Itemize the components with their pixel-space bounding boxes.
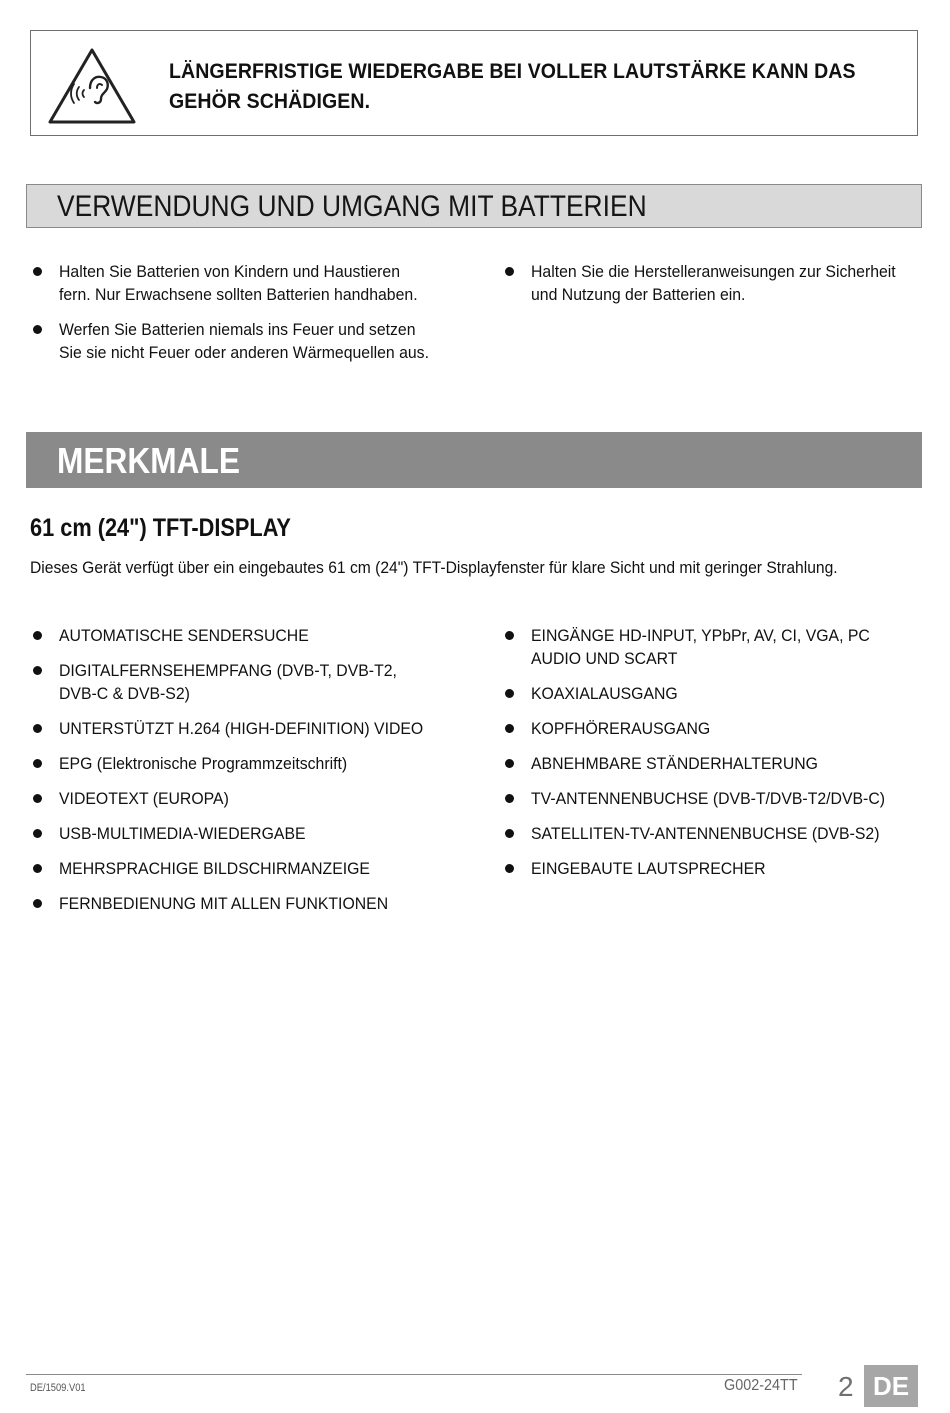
bullet-icon [505,267,514,276]
bullet-icon [33,724,42,733]
list-item-text: UNTERSTÜTZT H.264 (HIGH-DEFINITION) VIDEO [59,719,424,738]
list-item [30,659,470,705]
list-item-text: USB-MULTIMEDIA-WIEDERGABE [59,824,306,843]
hearing-warning-box [30,30,918,136]
language-badge: DE [864,1365,918,1407]
list-item-text: KOPFHÖRERAUSGANG [531,719,711,738]
battery-list-left [30,260,460,376]
list-item-text: Halten Sie die Herstelleranweisungen zur Sicherheit und Nutzung der Batterien ein. [531,262,896,304]
list-item-text: ABNEHMBARE STÄNDERHALTERUNG [531,754,818,773]
warning-line-2: GEHÖR SCHÄDIGEN. [169,90,371,113]
list-item [30,260,460,306]
model-number: G002-24TT [724,1377,798,1394]
batteries-section-header [26,184,922,228]
list-item [502,857,922,880]
list-item [30,857,470,880]
bullet-icon [505,724,514,733]
list-item [30,752,470,775]
bullet-icon [505,829,514,838]
bullet-icon [33,759,42,768]
bullet-icon [33,666,42,675]
list-item [502,260,922,306]
list-item-text: KOAXIALAUSGANG [531,684,678,703]
hearing-damage-warning-icon [46,46,138,126]
list-item [30,624,470,647]
list-item-text: VIDEOTEXT (EUROPA) [59,789,229,808]
list-item [502,624,922,670]
battery-list-right [502,260,922,306]
bullet-icon [33,794,42,803]
display-description: Dieses Gerät verfügt über ein eingebautes 61 cm (24") TFT-Displayfenster für klare Sicht und mit geringer Strahlung. [30,558,838,577]
list-item [502,822,922,845]
footer-divider [26,1374,802,1375]
list-item [30,717,470,740]
bullet-icon [33,899,42,908]
features-list-left [30,624,470,927]
features-section-title: MERKMALE [57,440,241,481]
list-item-text: SATELLITEN-TV-ANTENNENBUCHSE (DVB-S2) [531,824,880,843]
bullet-icon [33,325,42,334]
warning-line-1: LÄNGERFRISTIGE WIEDERGABE BEI VOLLER LAUTSTÄRKE KANN DAS [169,60,856,83]
bullet-icon [505,794,514,803]
bullet-icon [33,864,42,873]
list-item-text: EINGEBAUTE LAUTSPRECHER [531,859,766,878]
list-item [502,682,922,705]
bullet-icon [33,267,42,276]
features-section-header [26,432,922,488]
display-heading: 61 cm (24") TFT-DISPLAY [30,514,291,542]
hearing-warning-text [169,57,857,117]
bullet-icon [505,759,514,768]
bullet-icon [505,631,514,640]
list-item [30,822,470,845]
list-item [30,892,470,915]
bullet-icon [33,829,42,838]
list-item-text: DIGITALFERNSEHEMPFANG (DVB-T, DVB-T2, DVB-C & DVB-S2) [59,661,397,703]
list-item-text: FERNBEDIENUNG MIT ALLEN FUNKTIONEN [59,894,389,913]
bullet-icon [505,864,514,873]
features-list-right [502,624,922,892]
list-item-text: Werfen Sie Batterien niemals ins Feuer und setzen Sie sie nicht Feuer oder anderen Wärmequellen aus. [59,320,429,362]
document-code: DE/1509.V01 [30,1382,86,1394]
list-item-text: MEHRSPRACHIGE BILDSCHIRMANZEIGE [59,859,370,878]
list-item-text: EINGÄNGE HD-INPUT, YPbPr, AV, CI, VGA, PC AUDIO UND SCART [531,626,870,668]
list-item [502,787,922,810]
list-item-text: TV-ANTENNENBUCHSE (DVB-T/DVB-T2/DVB-C) [531,789,885,808]
page-number: 2 [838,1371,854,1402]
bullet-icon [505,689,514,698]
batteries-section-title: VERWENDUNG UND UMGANG MIT BATTERIEN [57,190,647,223]
list-item [502,752,922,775]
list-item [502,717,922,740]
list-item-text: EPG (Elektronische Programmzeitschrift) [59,754,348,773]
list-item-text: Halten Sie Batterien von Kindern und Haustieren fern. Nur Erwachsene sollten Batterien handhaben. [59,262,418,304]
list-item [30,787,470,810]
list-item-text: AUTOMATISCHE SENDERSUCHE [59,626,309,645]
list-item [30,318,460,364]
bullet-icon [33,631,42,640]
